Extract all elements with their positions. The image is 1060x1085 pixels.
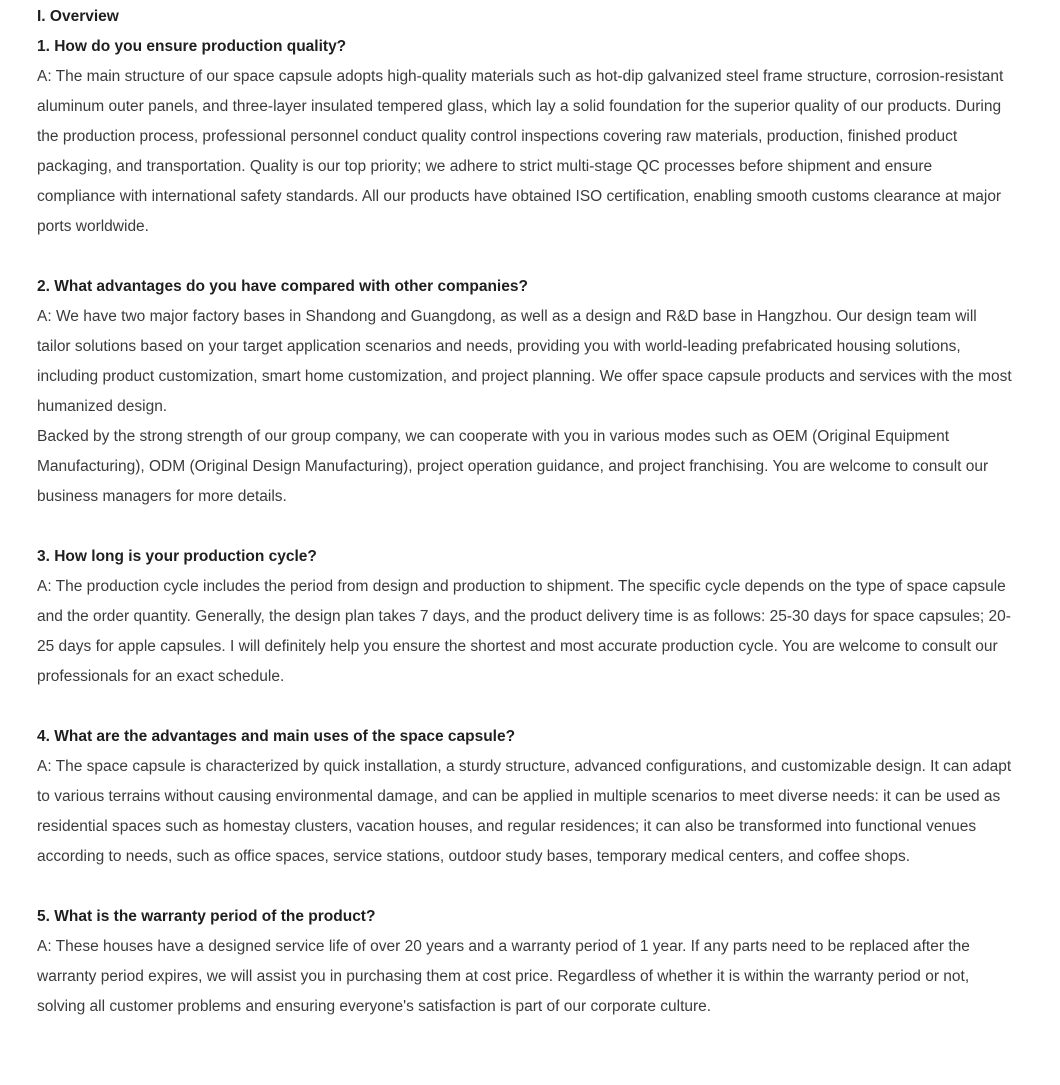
faq-section-3 (37, 542, 1014, 692)
answer-paragraph: A: The main structure of our space capsule adopts high-quality materials such as hot-dip galvanized steel frame structure, corrosion-resistant aluminum outer panels, and three-layer insulated tempered glass, which lay a solid foundation for the superior quality of our products. During the production process, professional personnel conduct quality control inspections covering raw materials, production, finished product packaging, and transportation. Quality is our top priority; we adhere to strict multi-stage QC processes before shipment and ensure compliance with international safety standards. All our products have obtained ISO certification, enabling smooth customs clearance at major ports worldwide. (37, 68, 1004, 235)
answer-paragraph: A: The space capsule is characterized by quick installation, a sturdy structure, advanced configurations, and customizable design. It can adapt to various terrains without causing environmental damage, and can be applied in multiple scenarios to meet diverse needs: it can be used as residential spaces such as homestay clusters, vacation houses, and regular residences; it can also be transformed into functional venues according to needs, such as office spaces, service stations, outdoor study bases, temporary medical centers, and coffee shops. (37, 758, 1012, 865)
answer-paragraph: A: We have two major factory bases in Shandong and Guangdong, as well as a design and R&D base in Hangzhou. Our design team will tailor solutions based on your target application scenarios and needs, providing you with world-leading prefabricated housing solutions, including product customization, smart home customization, and project planning. We offer space capsule products and services with the most humanized design. (37, 308, 1012, 415)
question-heading-3: 3. How long is your production cycle? (37, 548, 317, 565)
answer-paragraph: A: The production cycle includes the period from design and production to shipment. The specific cycle depends on the type of space capsule and the order quantity. Generally, the design plan takes 7 days, and the product delivery time is as follows: 25-30 days for space capsules; 20-25 days for apple capsules. I will definitely help you ensure the shortest and most accurate production cycle. You are welcome to consult our professionals for an exact schedule. (37, 578, 1011, 685)
question-heading-2: 2. What advantages do you have compared with other companies? (37, 278, 528, 295)
question-heading-4: 4. What are the advantages and main uses of the space capsule? (37, 728, 516, 745)
faq-section-1 (37, 32, 1014, 242)
document-title: I. Overview (37, 8, 119, 25)
faq-section-4 (37, 722, 1014, 872)
answer-paragraph: Backed by the strong strength of our group company, we can cooperate with you in various modes such as OEM (Original Equipment Manufacturing), ODM (Original Design Manufacturing), project operation guidance, and project franchising. You are welcome to consult our business managers for more details. (37, 428, 989, 505)
question-heading-1: 1. How do you ensure production quality? (37, 38, 347, 55)
question-heading-5: 5. What is the warranty period of the product? (37, 908, 376, 925)
answer-paragraph: A: These houses have a designed service life of over 20 years and a warranty period of 1 year. If any parts need to be replaced after the warranty period expires, we will assist you in purchasing them at cost price. Regardless of whether it is within the warranty period or not, solving all customer problems and ensuring everyone's satisfaction is part of our corporate culture. (37, 938, 970, 1015)
faq-section-2 (37, 272, 1014, 512)
faq-section-5 (37, 902, 1014, 1022)
